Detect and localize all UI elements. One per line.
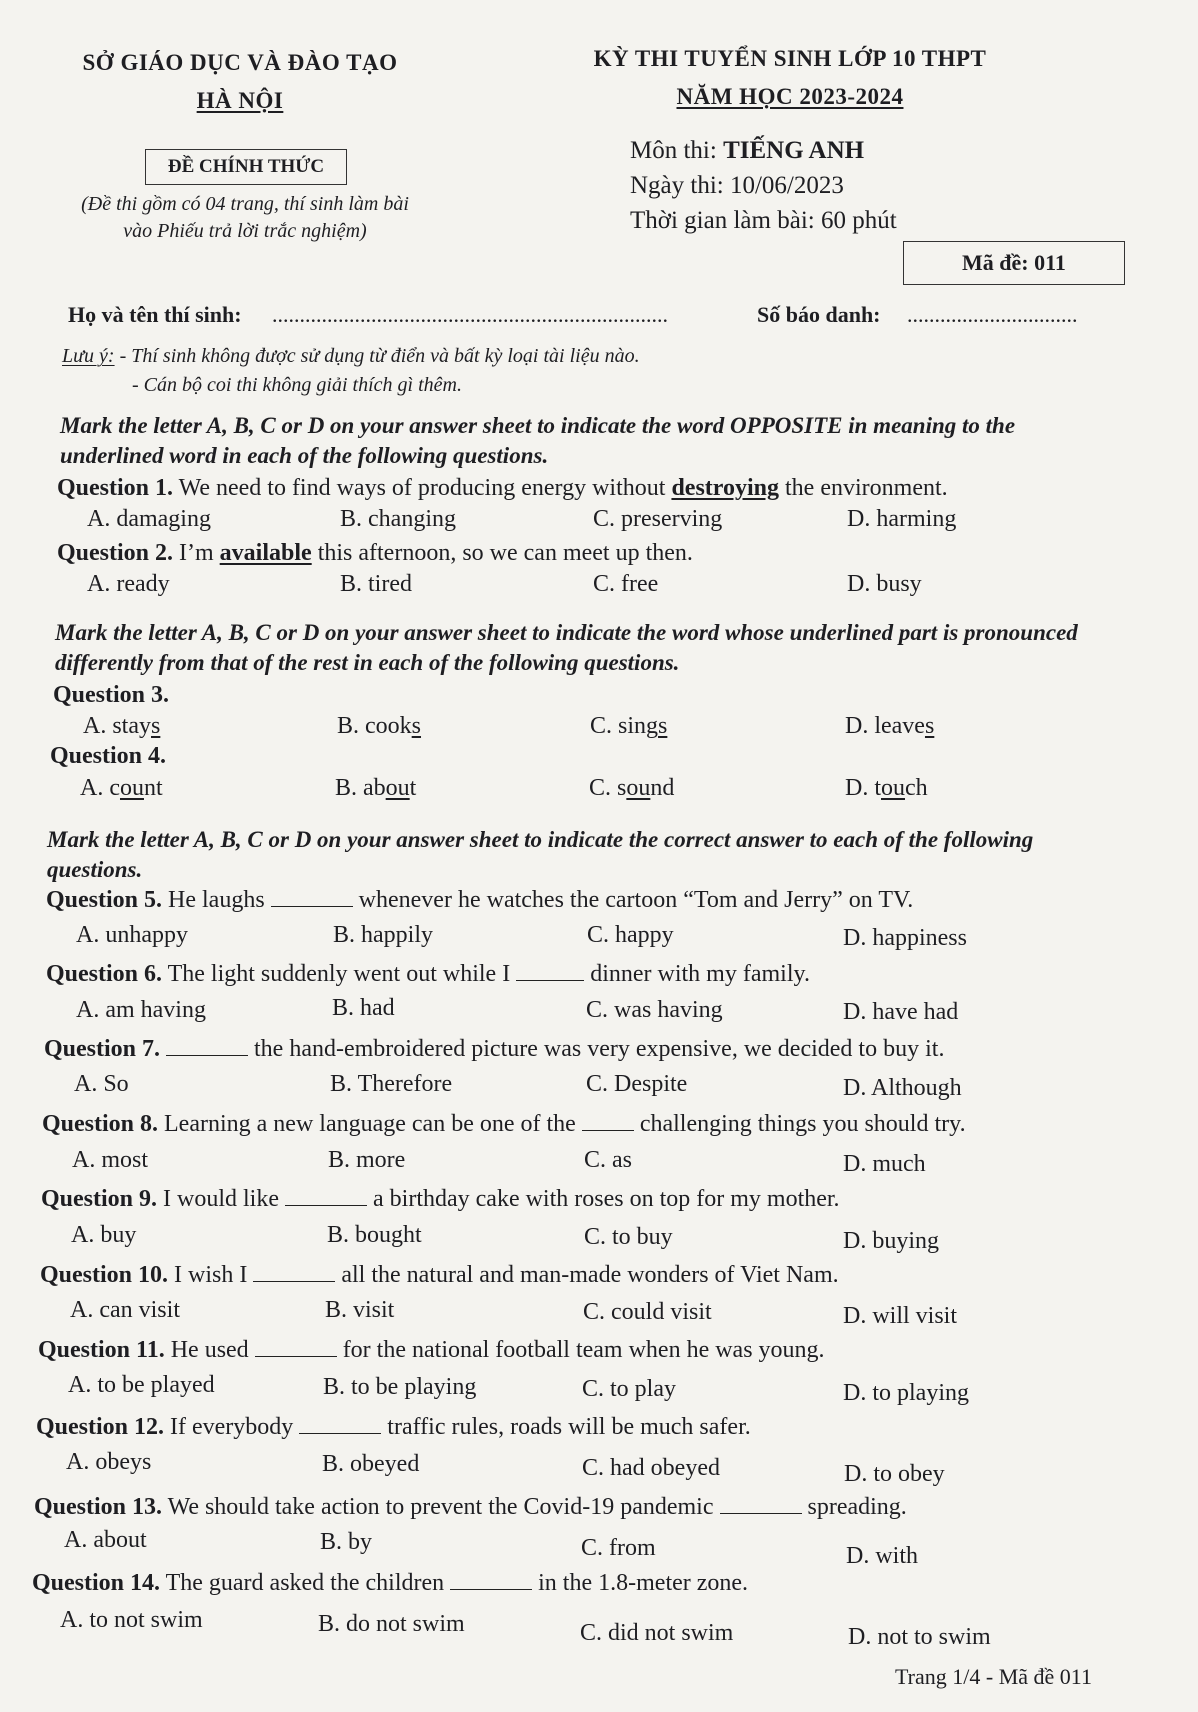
exam-code-box: Mã đề: 011 bbox=[903, 241, 1125, 285]
answer-blank[interactable] bbox=[299, 1415, 381, 1434]
q9-option-b[interactable]: B. bought bbox=[327, 1222, 422, 1248]
exam-date: Ngày thi: 10/06/2023 bbox=[630, 172, 844, 199]
q11-option-a[interactable]: A. to be played bbox=[68, 1372, 215, 1398]
q11-option-c[interactable]: C. to play bbox=[582, 1376, 676, 1402]
q6-option-b[interactable]: B. had bbox=[332, 995, 395, 1021]
q4-option-b[interactable]: B. about bbox=[335, 775, 417, 801]
q3-option-a[interactable]: A. stays bbox=[83, 713, 161, 739]
answer-sheet-note: vào Phiếu trả lời trắc nghiệm) bbox=[123, 220, 367, 242]
q14-option-c[interactable]: C. did not swim bbox=[580, 1620, 734, 1646]
q9-option-d[interactable]: D. buying bbox=[843, 1228, 939, 1254]
q7-option-d[interactable]: D. Although bbox=[843, 1075, 962, 1101]
page-footer: Trang 1/4 - Mã đề 011 bbox=[895, 1664, 1092, 1689]
answer-blank[interactable] bbox=[720, 1495, 802, 1514]
q14-option-d[interactable]: D. not to swim bbox=[848, 1624, 991, 1650]
question-9: Question 9. I would like a birthday cake with roses on top for my mother. bbox=[41, 1186, 840, 1212]
question-10: Question 10. I wish I all the natural and man-made wonders of Viet Nam. bbox=[40, 1262, 839, 1288]
answer-blank[interactable] bbox=[582, 1112, 634, 1131]
q12-option-c[interactable]: C. had obeyed bbox=[582, 1455, 720, 1481]
answer-blank[interactable] bbox=[253, 1263, 335, 1282]
question-6: Question 6. The light suddenly went out while I dinner with my family. bbox=[46, 961, 810, 987]
q12-option-d[interactable]: D. to obey bbox=[844, 1461, 945, 1487]
q9-option-a[interactable]: A. buy bbox=[71, 1222, 137, 1248]
official-exam-box: ĐỀ CHÍNH THỨC bbox=[145, 149, 347, 185]
q1-option-d[interactable]: D. harming bbox=[847, 506, 957, 532]
q6-option-a[interactable]: A. am having bbox=[76, 997, 206, 1023]
q2-option-b[interactable]: B. tired bbox=[340, 571, 412, 597]
section1-instruction: Mark the letter A, B, C or D on your answer sheet to indicate the word OPPOSITE in meaning to the underlined word in each of the following questions. bbox=[60, 413, 1016, 468]
q5-option-b[interactable]: B. happily bbox=[333, 922, 433, 948]
answer-blank[interactable] bbox=[450, 1571, 532, 1590]
notes-line-1: Lưu ý: - Thí sinh không được sử dụng từ điển và bất kỳ loại tài liệu nào. bbox=[62, 345, 640, 367]
question-13: Question 13. We should take action to prevent the Covid-19 pandemic spreading. bbox=[34, 1494, 907, 1520]
question-3: Question 3. bbox=[53, 682, 170, 708]
q12-option-a[interactable]: A. obeys bbox=[66, 1449, 152, 1475]
q4-option-c[interactable]: C. sound bbox=[589, 775, 675, 801]
q7-option-c[interactable]: C. Despite bbox=[586, 1071, 688, 1097]
q2-option-c[interactable]: C. free bbox=[593, 571, 659, 597]
q7-option-b[interactable]: B. Therefore bbox=[330, 1071, 453, 1097]
q13-option-a[interactable]: A. about bbox=[64, 1527, 147, 1553]
candidate-id-label: Số báo danh: bbox=[757, 302, 881, 327]
q10-option-c[interactable]: C. could visit bbox=[583, 1299, 712, 1325]
question-5: Question 5. He laughs whenever he watches the cartoon “Tom and Jerry” on TV. bbox=[46, 887, 914, 913]
section3-instruction: Mark the letter A, B, C or D on your answer sheet to indicate the correct answer to each of the following questions. bbox=[47, 827, 1034, 882]
q11-option-d[interactable]: D. to playing bbox=[843, 1380, 969, 1406]
q5-option-a[interactable]: A. unhappy bbox=[76, 922, 188, 948]
answer-blank[interactable] bbox=[516, 962, 584, 981]
q8-option-c[interactable]: C. as bbox=[584, 1147, 632, 1173]
q14-option-b[interactable]: B. do not swim bbox=[318, 1611, 465, 1637]
question-7: Question 7. the hand-embroidered picture was very expensive, we decided to buy it. bbox=[44, 1036, 945, 1062]
q13-option-b[interactable]: B. by bbox=[320, 1529, 373, 1555]
exam-title: KỲ THI TUYỂN SINH LỚP 10 THPT bbox=[593, 46, 987, 71]
question-1: Question 1. We need to find ways of producing energy without destroying the environment. bbox=[57, 475, 948, 501]
q10-option-a[interactable]: A. can visit bbox=[70, 1297, 180, 1323]
candidate-name-label: Họ và tên thí sinh: bbox=[68, 302, 242, 327]
q8-option-b[interactable]: B. more bbox=[328, 1147, 406, 1173]
q2-option-a[interactable]: A. ready bbox=[87, 571, 170, 597]
page-count-note: (Đề thi gồm có 04 trang, thí sinh làm bài bbox=[81, 193, 409, 215]
candidate-name-field: ........................................................................ bbox=[272, 302, 668, 327]
q10-option-d[interactable]: D. will visit bbox=[843, 1303, 958, 1329]
q4-option-a[interactable]: A. count bbox=[80, 775, 163, 801]
q13-option-d[interactable]: D. with bbox=[846, 1543, 918, 1569]
q1-option-b[interactable]: B. changing bbox=[340, 506, 456, 532]
q10-option-b[interactable]: B. visit bbox=[325, 1297, 395, 1323]
school-year: NĂM HỌC 2023-2024 bbox=[676, 84, 904, 109]
q7-option-a[interactable]: A. So bbox=[74, 1071, 129, 1097]
question-2: Question 2. I’m available this afternoon, so we can meet up then. bbox=[57, 540, 693, 566]
q8-option-d[interactable]: D. much bbox=[843, 1151, 926, 1177]
exam-duration: Thời gian làm bài: 60 phút bbox=[630, 207, 897, 234]
question-12: Question 12. If everybody traffic rules, roads will be much safer. bbox=[36, 1414, 751, 1440]
question-11: Question 11. He used for the national football team when he was young. bbox=[38, 1337, 825, 1363]
notes-line-2: - Cán bộ coi thi không giải thích gì thêm. bbox=[132, 374, 462, 396]
department-city: HÀ NỘI bbox=[196, 88, 284, 113]
answer-blank[interactable] bbox=[285, 1187, 367, 1206]
answer-blank[interactable] bbox=[271, 888, 353, 907]
q1-option-a[interactable]: A. damaging bbox=[87, 506, 211, 532]
department-name: SỞ GIÁO DỤC VÀ ĐÀO TẠO bbox=[82, 50, 398, 75]
q5-option-d[interactable]: D. happiness bbox=[843, 925, 967, 951]
q13-option-c[interactable]: C. from bbox=[581, 1535, 656, 1561]
section2-instruction: Mark the letter A, B, C or D on your answer sheet to indicate the word whose underlined part is pronounced differently from that of the rest in each of the following questions. bbox=[55, 620, 1078, 675]
candidate-id-field: ............................... bbox=[907, 302, 1078, 327]
q3-option-d[interactable]: D. leaves bbox=[845, 713, 935, 739]
answer-blank[interactable] bbox=[166, 1037, 248, 1056]
q11-option-b[interactable]: B. to be playing bbox=[323, 1374, 477, 1400]
question-4: Question 4. bbox=[50, 743, 167, 769]
q5-option-c[interactable]: C. happy bbox=[587, 922, 674, 948]
question-8: Question 8. Learning a new language can be one of the challenging things you should try. bbox=[42, 1111, 966, 1137]
q8-option-a[interactable]: A. most bbox=[72, 1147, 149, 1173]
question-14: Question 14. The guard asked the children in the 1.8-meter zone. bbox=[32, 1570, 749, 1596]
q3-option-c[interactable]: C. sings bbox=[590, 713, 668, 739]
q6-option-c[interactable]: C. was having bbox=[586, 997, 723, 1023]
q12-option-b[interactable]: B. obeyed bbox=[322, 1451, 420, 1477]
subject-line: Môn thi: TIẾNG ANH bbox=[630, 137, 865, 164]
q14-option-a[interactable]: A. to not swim bbox=[60, 1607, 203, 1633]
q3-option-b[interactable]: B. cooks bbox=[337, 713, 422, 739]
answer-blank[interactable] bbox=[255, 1338, 337, 1357]
q9-option-c[interactable]: C. to buy bbox=[584, 1224, 673, 1250]
q4-option-d[interactable]: D. touch bbox=[845, 775, 928, 801]
q1-option-c[interactable]: C. preserving bbox=[593, 506, 723, 532]
q2-option-d[interactable]: D. busy bbox=[847, 571, 922, 597]
q6-option-d[interactable]: D. have had bbox=[843, 999, 959, 1025]
